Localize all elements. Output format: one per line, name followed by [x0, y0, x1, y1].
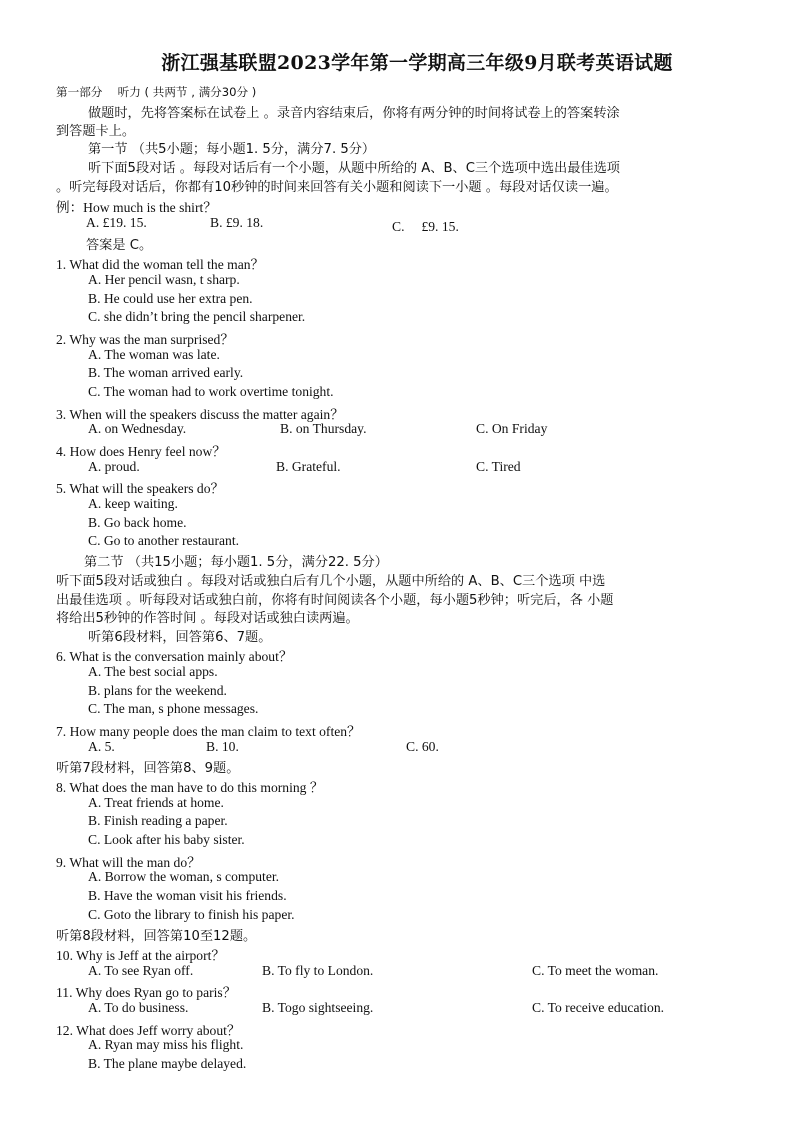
- page-title: 浙江强基联盟2023学年第一学期高三年级9月联考英语试题: [161, 52, 673, 74]
- q1-option-a: A. Her pencil wasn, t sharp.: [88, 272, 240, 287]
- section2-instr-line1: 听下面5段对话或独白 。每段对话或独白后有几个小题，从题中所给的 A、B、C三个选项 中选: [56, 574, 606, 589]
- material-8-heading: 听第8段材料，回答第10至12题。: [56, 929, 257, 944]
- q5-option-c: C. Go to another restaurant.: [88, 533, 239, 548]
- example-option-a: A. £19. 15.: [86, 215, 147, 230]
- q12-option-a: A. Ryan may miss his flight.: [88, 1037, 244, 1052]
- section1-instr-line1: 听下面5段对话 。每段对话后有一个小题，从题中所给的 A、B、C三个选项中选出最佳选项: [88, 161, 620, 176]
- material-6-heading: 听第6段材料，回答第6、7题。: [88, 630, 272, 645]
- q4-option-c: C. Tired: [476, 459, 521, 474]
- part1-intro-line2: 到答题卡上。: [56, 124, 136, 139]
- question-5: 5. What will the speakers do？: [56, 481, 225, 496]
- q2-option-a: A. The woman was late.: [88, 347, 220, 362]
- q6-option-a: A. The best social apps.: [88, 664, 218, 679]
- q12-option-b: B. The plane maybe delayed.: [88, 1056, 247, 1071]
- q11-option-b: B. Togo sightseeing.: [262, 1000, 374, 1015]
- q3-option-a: A. on Wednesday.: [88, 421, 187, 436]
- q11-option-a: A. To do business.: [88, 1000, 189, 1015]
- q6-option-b: B. plans for the weekend.: [88, 683, 227, 698]
- example-question: 例：How much is the shirt？: [56, 200, 217, 215]
- section2-instr-line2: 出最佳选项 。听每段对话或独白前，你将有时间阅读各个小题，每小题5秒钟；听完后，各 小题: [56, 593, 614, 608]
- question-6: 6. What is the conversation mainly about？: [56, 649, 293, 664]
- example-answer: 答案是 C。: [86, 238, 153, 253]
- section2-heading: 第二节 （共15小题；每小题1. 5分，满分22. 5分）: [84, 555, 388, 570]
- question-9: 9. What will the man do？: [56, 855, 201, 870]
- q10-option-a: A. To see Ryan off.: [88, 963, 194, 978]
- question-1: 1. What did the woman tell the man？: [56, 257, 265, 272]
- q8-option-a: A. Treat friends at home.: [88, 795, 224, 810]
- question-10: 10. Why is Jeff at the airport？: [56, 948, 226, 963]
- question-7: 7. How many people does the man claim to text often？: [56, 724, 361, 739]
- q5-option-b: B. Go back home.: [88, 515, 187, 530]
- q5-option-a: A. keep waiting.: [88, 496, 178, 511]
- q1-option-c: C. she didn’t bring the pencil sharpener.: [88, 309, 306, 324]
- q9-option-a: A. Borrow the woman, s computer.: [88, 869, 280, 884]
- part1-intro-line1: 做题时，先将答案标在试卷上 。录音内容结束后，你将有两分钟的时间将试卷上的答案转涂: [88, 106, 620, 121]
- section1-instr-line2: 。听完每段对话后，你都有10秒钟的时间来回答有关小题和阅读下一小题 。每段对话仅读一遍。: [56, 180, 618, 195]
- q9-option-c: C. Goto the library to finish his paper.: [88, 907, 295, 922]
- material-7-heading: 听第7段材料，回答第8、9题。: [56, 761, 240, 776]
- q9-option-b: B. Have the woman visit his friends.: [88, 888, 287, 903]
- q3-option-c: C. On Friday: [476, 421, 548, 436]
- q11-option-c: C. To receive education.: [532, 1000, 665, 1015]
- section2-instr-line3: 将给出5秒钟的作答时间 。每段对话或独白读两遍。: [56, 611, 359, 626]
- q7-option-b: B. 10.: [206, 739, 239, 754]
- question-11: 11. Why does Ryan go to paris？: [56, 985, 237, 1000]
- example-option-c: C. £9. 15.: [392, 219, 459, 234]
- q1-option-b: B. He could use her extra pen.: [88, 291, 253, 306]
- q10-option-b: B. To fly to London.: [262, 963, 374, 978]
- q2-option-b: B. The woman arrived early.: [88, 365, 244, 380]
- q6-option-c: C. The man, s phone messages.: [88, 701, 259, 716]
- q2-option-c: C. The woman had to work overtime tonight.: [88, 384, 334, 399]
- question-4: 4. How does Henry feel now？: [56, 444, 226, 459]
- question-8: 8. What does the man have to do this morning ？: [56, 780, 324, 795]
- part1-heading: 第一部分 听力 ( 共两节 , 满分30分 ): [56, 85, 257, 99]
- section1-heading: 第一节 （共5小题；每小题1. 5分，满分7. 5分）: [88, 142, 376, 157]
- q7-option-a: A. 5.: [88, 739, 115, 754]
- q4-option-a: A. proud.: [88, 459, 140, 474]
- q7-option-c: C. 60.: [406, 739, 439, 754]
- q10-option-c: C. To meet the woman.: [532, 963, 659, 978]
- question-12: 12. What does Jeff worry about？: [56, 1023, 241, 1038]
- question-3: 3. When will the speakers discuss the matter again？: [56, 407, 344, 422]
- q3-option-b: B. on Thursday.: [280, 421, 367, 436]
- q4-option-b: B. Grateful.: [276, 459, 341, 474]
- question-2: 2. Why was the man surprised？: [56, 332, 234, 347]
- q8-option-b: B. Finish reading a paper.: [88, 813, 228, 828]
- q8-option-c: C. Look after his baby sister.: [88, 832, 245, 847]
- example-option-b: B. £9. 18.: [210, 215, 264, 230]
